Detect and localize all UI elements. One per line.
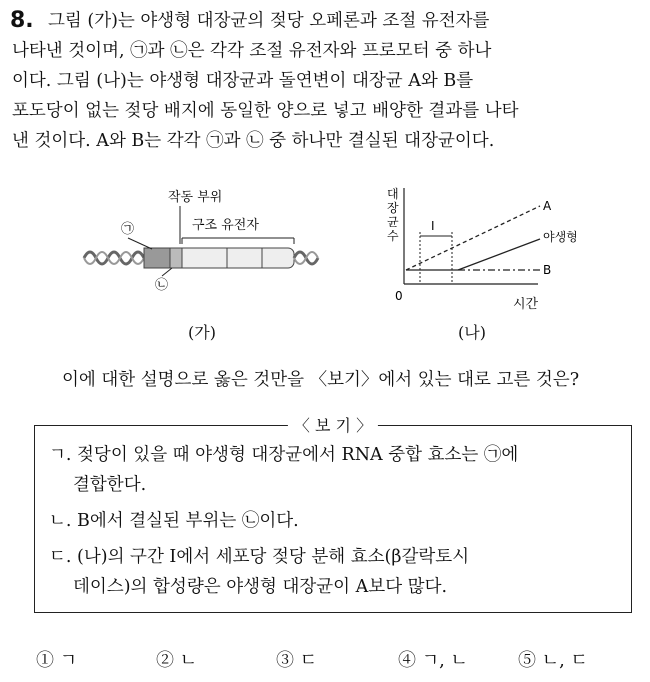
marker-2: ㉡ — [155, 278, 169, 293]
operon-svg — [82, 186, 332, 296]
question-prompt: 이에 대한 설명으로 옳은 것만을 〈보기〉에서 있는 대로 고른 것은? — [62, 370, 580, 390]
x-axis-label: 시간 — [513, 297, 539, 312]
origin-label: 0 — [395, 289, 403, 303]
y-axis-char: 수 — [387, 229, 399, 243]
figure-b-growth-graph — [368, 184, 598, 314]
figure-a-operon-diagram — [82, 186, 332, 296]
figure-a-caption: (가) — [188, 323, 216, 342]
choice-2[interactable]: ② ㄴ — [156, 650, 198, 671]
growth-graph-svg — [368, 184, 598, 314]
operator-label: 작동 부위 — [168, 190, 223, 205]
y-axis-char: 장 — [387, 201, 399, 215]
line-wildtype — [458, 239, 540, 270]
question-line: 나타낸 것이며, ㉠과 ㉡은 각각 조절 유전자와 프로모터 중 하나 — [12, 41, 492, 61]
bogi-item-3-cont: 데이스)의 합성량은 야생형 대장균이 A보다 많다. — [73, 577, 448, 597]
structural-gene-label: 구조 유전자 — [192, 218, 259, 233]
interval-label: Ⅰ — [431, 219, 435, 233]
question-text — [12, 6, 644, 156]
bogi-box — [34, 416, 632, 613]
bogi-title: 〈 보 기 〉 — [288, 413, 378, 436]
choice-3[interactable]: ③ ㄷ — [276, 650, 318, 671]
gene-segment-2 — [170, 248, 182, 268]
choice-5[interactable]: ⑤ ㄴ, ㄷ — [518, 650, 588, 671]
line-B-label: B — [543, 263, 552, 277]
bogi-item-2: ㄴ. B에서 결실된 부위는 ㉡이다. — [49, 511, 299, 531]
y-axis-char: 균 — [387, 215, 399, 229]
line-wildtype-label: 야생형 — [543, 230, 578, 244]
marker-1: ㉠ — [121, 222, 135, 237]
question-line: 이다. 그림 (나)는 야생형 대장균과 돌연변이 대장균 A와 B를 — [12, 71, 474, 91]
question-line: 낸 것이다. A와 B는 각각 ㉠과 ㉡ 중 하나만 결실된 대장균이다. — [12, 131, 495, 151]
question-line: 그림 (가)는 야생형 대장균의 젖당 오페론과 조절 유전자를 — [48, 11, 490, 31]
y-axis-char: 대 — [387, 187, 399, 201]
bogi-item-1-cont: 결합한다. — [73, 475, 147, 495]
choice-1[interactable]: ① ㄱ — [36, 650, 78, 671]
figure-b-caption: (나) — [458, 323, 486, 342]
gene-segment-1 — [144, 248, 170, 268]
bogi-item-3: ㄷ. (나)의 구간 Ⅰ에서 세포당 젖당 분해 효소(β갈락토시 — [49, 547, 470, 567]
line-A-label: A — [543, 199, 552, 213]
line-A — [406, 206, 540, 270]
bogi-item-1: ㄱ. 젖당이 있을 때 야생형 대장균에서 RNA 중합 효소는 ㉠에 — [49, 445, 519, 465]
question-line: 포도당이 없는 젖당 배지에 동일한 양으로 넣고 배양한 결과를 나타 — [12, 101, 519, 121]
question-number: 8. — [10, 8, 34, 33]
choice-4[interactable]: ④ ㄱ, ㄴ — [398, 650, 468, 671]
